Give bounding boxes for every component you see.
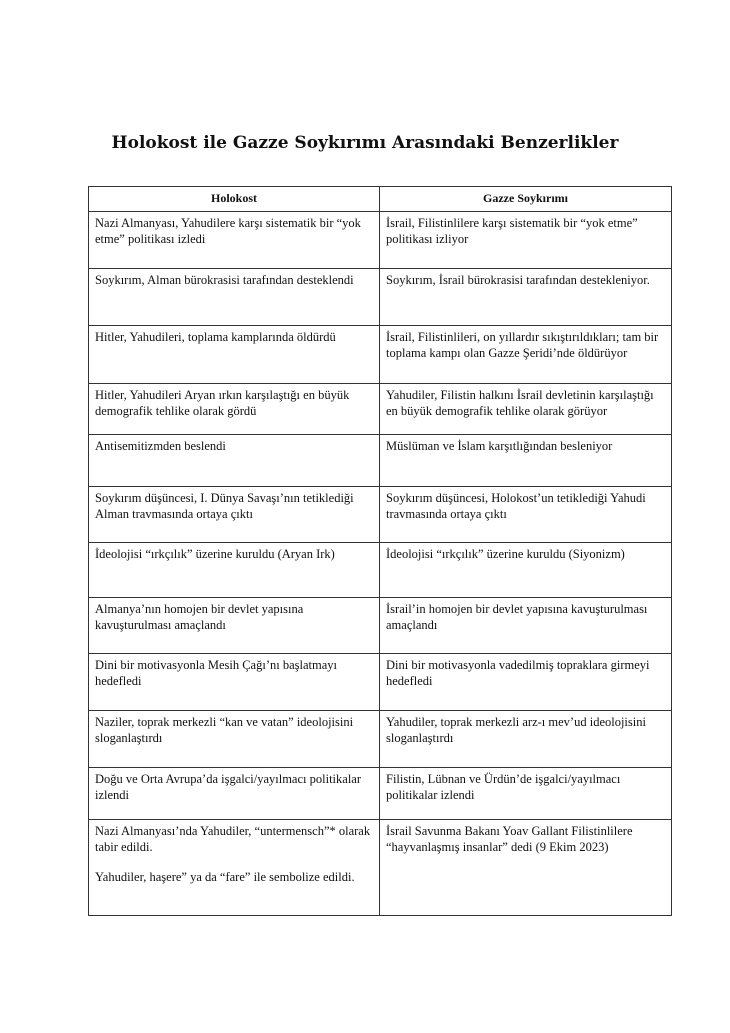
cell-text: Dini bir motivasyonla Mesih Çağı’nı başlatmayı hedefledi <box>95 658 337 688</box>
cell-text: İsrail’in homojen bir devlet yapısına kavuşturulması amaçlandı <box>386 602 648 632</box>
cell-gazze <box>380 435 672 487</box>
cell-text: Nazi Almanyası’nda Yahudiler, “untermensch”* olarak tabir edildi. <box>95 824 371 854</box>
cell-holokost <box>89 820 380 916</box>
cell-gazze <box>380 212 672 269</box>
table-row <box>89 487 672 543</box>
cell-holokost <box>89 435 380 487</box>
cell-text: Dini bir motivasyonla vadedilmiş topraklara girmeyi hedefledi <box>386 658 650 688</box>
cell-text: Soykırım düşüncesi, I. Dünya Savaşı’nın tetiklediği Alman travmasında ortaya çıktı <box>95 491 354 521</box>
cell-text: Doğu ve Orta Avrupa’da işgalci/yayılmacı politikalar izlendi <box>95 772 362 802</box>
cell-text: Almanya’nın homojen bir devlet yapısına kavuşturulması amaçlandı <box>95 602 304 632</box>
table-row <box>89 543 672 598</box>
table-header-row <box>89 187 672 212</box>
table-row <box>89 820 672 916</box>
cell-text: Soykırım düşüncesi, Holokost’un tetiklediği Yahudi travmasında ortaya çıktı <box>386 491 646 521</box>
cell-gazze <box>380 487 672 543</box>
cell-text: Hitler, Yahudileri Aryan ırkın karşılaştığı en büyük demografik tehlike olarak gördü <box>95 388 350 418</box>
cell-gazze <box>380 384 672 435</box>
table-row <box>89 212 672 269</box>
table-row <box>89 269 672 326</box>
cell-text: Müslüman ve İslam karşıtlığından besleniyor <box>386 439 613 453</box>
cell-holokost <box>89 212 380 269</box>
cell-text: İsrail, Filistinlileri, on yıllardır sıkıştırıldıkları; tam bir toplama kampı olan Gazze Şeridi’nde öldürüyor <box>386 330 659 360</box>
cell-holokost <box>89 326 380 384</box>
table-row <box>89 598 672 654</box>
cell-text: Soykırım, Alman bürokrasisi tarafından desteklendi <box>95 273 354 287</box>
cell-gazze <box>380 326 672 384</box>
cell-gazze <box>380 820 672 916</box>
cell-text: İdeolojisi “ırkçılık” üzerine kuruldu (Aryan Irk) <box>95 547 335 561</box>
cell-text: Hitler, Yahudileri, toplama kamplarında öldürdü <box>95 330 336 344</box>
cell-text: İsrail, Filistinlilere karşı sistematik bir “yok etme” politikası izliyor <box>386 216 638 246</box>
cell-text: Soykırım, İsrail bürokrasisi tarafından destekleniyor. <box>386 273 650 287</box>
cell-gazze <box>380 768 672 820</box>
cell-text: Naziler, toprak merkezli “kan ve vatan” ideolojisini sloganlaştırdı <box>95 715 354 745</box>
cell-text: Yahudiler, Filistin halkını İsrail devletinin karşılaştığı en büyük demografik tehlike olarak görüyor <box>386 388 654 418</box>
cell-gazze <box>380 711 672 768</box>
cell-holokost <box>89 598 380 654</box>
table-row <box>89 326 672 384</box>
table-row <box>89 711 672 768</box>
cell-gazze <box>380 598 672 654</box>
cell-holokost <box>89 711 380 768</box>
cell-text: İsrail Savunma Bakanı Yoav Gallant Filistinlilere “hayvanlaşmış insanlar” dedi (9 Ekim 2023) <box>386 824 633 854</box>
cell-holokost <box>89 384 380 435</box>
table-row <box>89 435 672 487</box>
page-title: Holokost ile Gazze Soykırımı Arasındaki Benzerlikler <box>111 133 619 153</box>
header-gazze: Gazze Soykırımı <box>380 187 672 212</box>
cell-text: Nazi Almanyası, Yahudilere karşı sistematik bir “yok etme” politikası izledi <box>95 216 361 246</box>
cell-text: İdeolojisi “ırkçılık” üzerine kuruldu (Siyonizm) <box>386 547 625 561</box>
table-row <box>89 384 672 435</box>
cell-holokost <box>89 543 380 598</box>
cell-text: Yahudiler, haşere” ya da “fare” ile sembolize edildi. <box>95 870 355 884</box>
cell-gazze <box>380 269 672 326</box>
cell-gazze <box>380 543 672 598</box>
comparison-table <box>88 186 672 916</box>
header-holokost: Holokost <box>89 187 380 212</box>
cell-text: Filistin, Lübnan ve Ürdün’de işgalci/yayılmacı politikalar izlendi <box>386 772 621 802</box>
cell-text: Antisemitizmden beslendi <box>95 439 226 453</box>
cell-holokost <box>89 269 380 326</box>
table-row <box>89 768 672 820</box>
cell-holokost <box>89 487 380 543</box>
cell-gazze <box>380 654 672 711</box>
table-row <box>89 654 672 711</box>
cell-holokost <box>89 654 380 711</box>
cell-text: Yahudiler, toprak merkezli arz-ı mev’ud ideolojisini sloganlaştırdı <box>386 715 646 745</box>
cell-holokost <box>89 768 380 820</box>
